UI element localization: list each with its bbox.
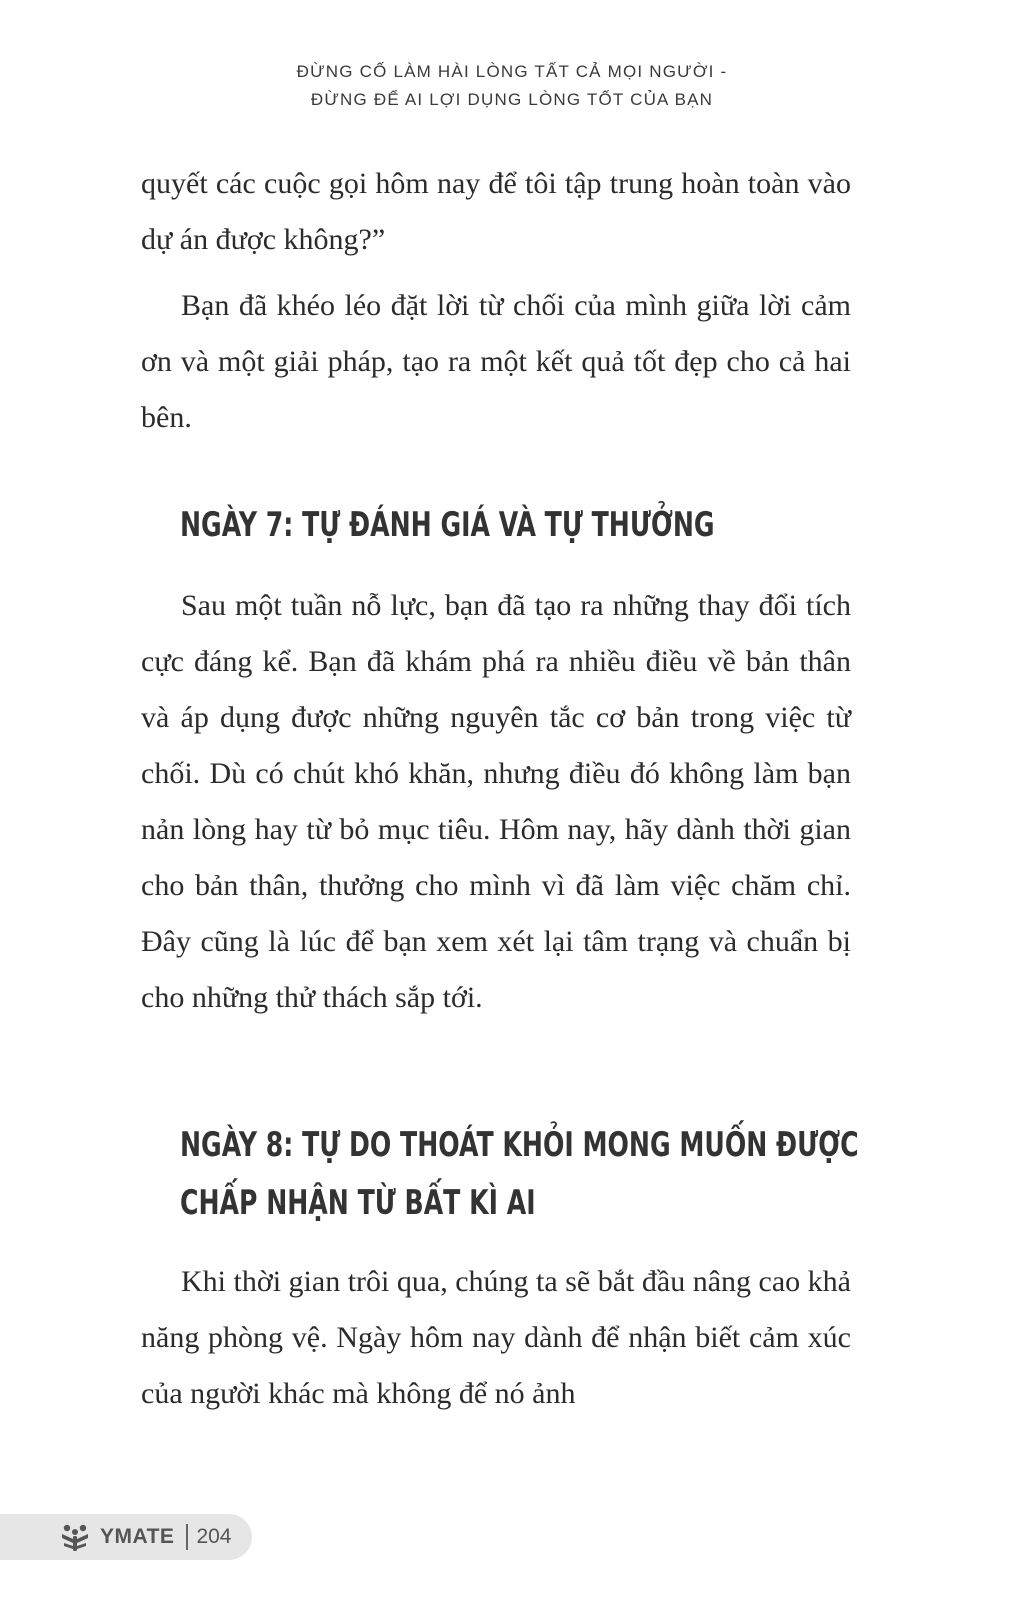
running-header-line-1: ĐỪNG CỐ LÀM HÀI LÒNG TẤT CẢ MỌI NGƯỜI - <box>296 62 728 81</box>
paragraph-solution: Bạn đã khéo léo đặt lời từ chối của mình giữa lời cảm ơn và một giải pháp, tạo ra một kết quả tốt đẹp cho cả hai bên. <box>141 289 851 434</box>
section-heading-day-8-line-1: NGÀY 8: TỰ DO THOÁT KHỎI MONG MUỐN ĐƯỢC <box>180 1125 859 1165</box>
page-footer <box>0 1514 252 1560</box>
brand-name: YMATE <box>100 1525 175 1548</box>
section-heading-day-8-line-2: CHẤP NHẬN TỪ BẤT KÌ AI <box>180 1183 536 1223</box>
section-heading-day-8 <box>180 1116 859 1232</box>
running-header-line-2: ĐỪNG ĐỂ AI LỢI DỤNG LÒNG TỐT CỦA BẠN <box>310 90 714 109</box>
paragraph-continued: quyết các cuộc gọi hôm nay để tôi tập trung hoàn toàn vào dự án được không?” <box>141 167 851 256</box>
paragraph-day-8: Khi thời gian trôi qua, chúng ta sẽ bắt đầu nâng cao khả năng phòng vệ. Ngày hôm nay dành để nhận biết cảm xúc của người khác mà không để nó ảnh <box>141 1265 851 1410</box>
ymate-logo-icon <box>58 1520 92 1554</box>
paragraph-day-7: Sau một tuần nỗ lực, bạn đã tạo ra những thay đổi tích cực đáng kể. Bạn đã khám phá ra nhiều điều về bản thân và áp dụng được những nguyên tắc cơ bản trong việc từ chối. Dù có chút khó khăn, nhưng điều đó không làm bạn nản lòng hay từ bỏ mục tiêu. Hôm nay, hãy dành thời gian cho bản thân, thưởng cho mình vì đã làm việc chăm chỉ. Đây cũng là lúc để bạn xem xét lại tâm trạng và chuẩn bị cho những thử thách sắp tới. <box>141 589 851 1014</box>
running-header <box>0 58 1024 114</box>
section-heading-day-7: NGÀY 7: TỰ ĐÁNH GIÁ VÀ TỰ THƯỞNG <box>180 505 715 545</box>
footer-divider <box>186 1524 188 1550</box>
page-number: 204 <box>196 1525 232 1548</box>
